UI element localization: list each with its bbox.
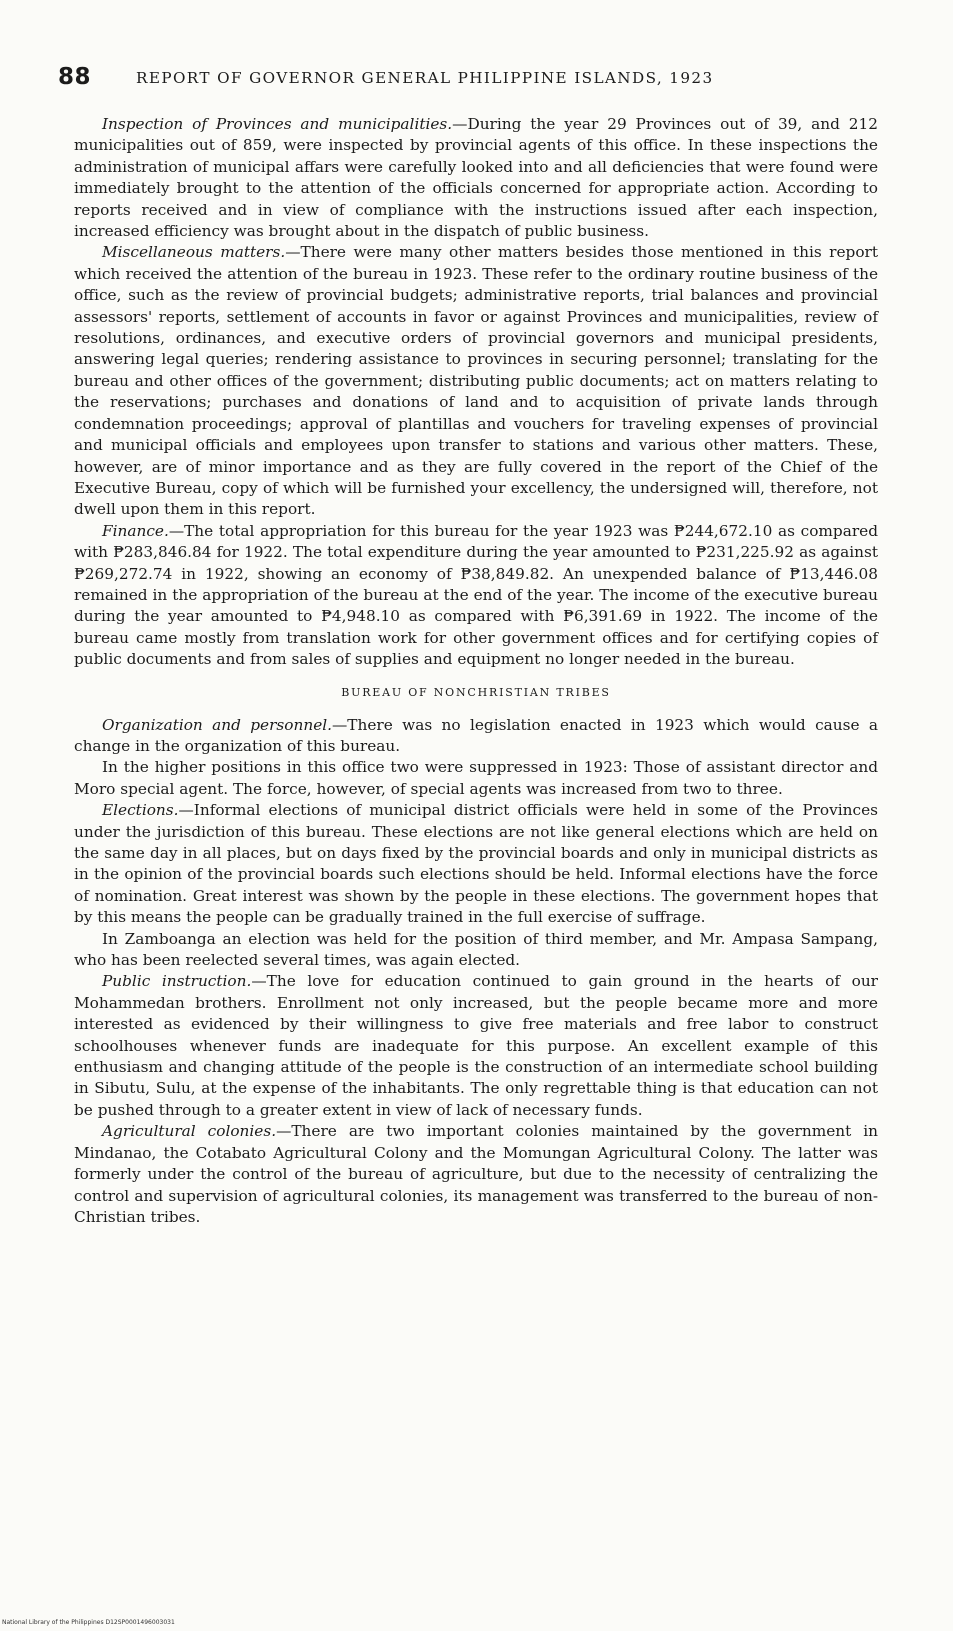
paragraph-organization bbox=[74, 715, 878, 758]
paragraph-text: In Zamboanga an election was held for the position of third member, and Mr. Ampasa Sampang, who has been reelected several times, was again elected. bbox=[74, 929, 878, 970]
paragraph-lead: Organization and personnel. bbox=[102, 715, 332, 734]
body-text bbox=[74, 114, 878, 1228]
page-number: 88 bbox=[58, 64, 92, 90]
paragraph-text: —Informal elections of municipal district officials were held in some of the Provinces under the jurisdiction of this bureau. These elections are not like general elections which are held on the same day in all places, but on days fixed by the provincial boards and only in municipal districts as in the opinion of the provincial boards such elections should be held. Informal elections have the force of nomination. Great interest was shown by the people in these elections. The government hopes that by this means the people can be gradually trained in the full exercise of suffrage. bbox=[74, 801, 878, 927]
paragraph-text: —During the year 29 Provinces out of 39, and 212 municipalities out of 859, were inspected by provincial agents of this office. In these inspections the administration of municipal affars were carefully looked into and all deficiencies that were found were immediately brought to the attention of the officials concerned for appropriate action. According to reports received and in view of compliance with the instructions issued after each inspection, increased efficiency was brought about in the dispatch of public business. bbox=[74, 115, 878, 241]
paragraph-finance bbox=[74, 521, 878, 671]
paragraph-text: —The love for education continued to gain ground in the hearts of our Mohammedan brothers. Enrollment not only increased, but the people became more and more interested as evidenced by their willingness to give free materials and free labor to construct schoolhouses whenever funds are inadequate for this purpose. An excellent example of this enthusiasm and changing attitude of the people is the construction of an intermediate school building in Sibutu, Sulu, at the expense of the inhabitants. The only regrettable thing is that education can not be pushed through to a greater extent in view of lack of necessary funds. bbox=[74, 972, 878, 1119]
section-heading: BUREAU OF NONCHRISTIAN TRIBES bbox=[341, 685, 611, 699]
paragraph-lead: Public instruction. bbox=[102, 972, 252, 991]
paragraph-lead: Inspection of Provinces and municipalities. bbox=[102, 115, 453, 133]
paragraph-elections bbox=[74, 800, 878, 928]
running-title: REPORT OF GOVERNOR GENERAL PHILIPPINE ISLANDS, 1923 bbox=[136, 69, 714, 87]
paragraph-text: —There were many other matters besides those mentioned in this report which received the attention of the bureau in 1923. These refer to the ordinary routine business of the office, such as the review of provincial budgets; administrative reports, trial balances and provincial assessors' reports, settlement of accounts in favor or against Provinces and municipalities, review of resolutions, ordinances, and executive orders of provincial governors and municipal presidents, answering legal queries; rendering assistance to provinces in securing personnel; translating for the bureau and other offices of the government; distributing public documents; act on matters relating to the reservations; purchases and donations of land and to acquisition of private lands through condemnation proceedings; approval of plantillas and vouchers for traveling expenses of provincial and municipal officials and employees upon transfer to stations and various other matters. These, however, are of minor importance and as they are fully covered in the report of the Chief of the Executive Bureau, copy of which will be furnished your excellency, the undersigned will, therefore, not dwell upon them in this report. bbox=[74, 243, 879, 519]
paragraph-public-instruction bbox=[74, 971, 878, 1121]
paragraph-lead: Agricultural colonies. bbox=[102, 1122, 277, 1141]
paragraph-text: In the higher positions in this office two were suppressed in 1923: Those of assistant director and Moro special agent. The force, however, of special agents was increased from two to three. bbox=[74, 758, 878, 798]
paragraph-lead: Miscellaneous matters. bbox=[102, 243, 286, 262]
paragraph-agricultural-colonies bbox=[74, 1121, 878, 1228]
paragraph-lead: Elections. bbox=[102, 801, 179, 820]
page-header bbox=[58, 64, 898, 94]
scan-footer: National Library of the Philippines D12SP0001496003031 bbox=[2, 1619, 175, 1626]
paragraph-text: —There was no legislation enacted in 1923 which would cause a change in the organization of this bureau. bbox=[74, 715, 878, 755]
paragraph-text: —There are two important colonies maintained by the government in Mindanao, the Cotabato Agricultural Colony and the Momungan Agricultural Colony. The latter was formerly under the control of the bureau of agriculture, but due to the necessity of centralizing the control and supervision of agricultural colonies, its management was transferred to the bureau of non-Christian tribes. bbox=[74, 1122, 879, 1226]
paragraph-inspection bbox=[74, 114, 878, 242]
paragraph-positions bbox=[74, 757, 878, 800]
paragraph-text: —The total appropriation for this bureau for the year 1923 was ₱244,672.10 as compared with ₱283,846.84 for 1922. The total expenditure during the year amounted to ₱231,225.92 as against ₱269,272.74 in 1922, showing an economy of ₱38,849.82. An unexpended balance of ₱13,446.08 remained in the appropriation of the bureau at the end of the year. The income of the executive bureau during the year amounted to ₱4,948.10 as compared with ₱6,391.69 in 1922. The income of the bureau came mostly from translation work for other government offices and for certifying copies of public documents and from sales of supplies and equipment no longer needed in the bureau. bbox=[74, 521, 878, 669]
paragraph-lead: Finance. bbox=[102, 521, 169, 540]
paragraph-zamboanga bbox=[74, 929, 878, 972]
paragraph-miscellaneous bbox=[74, 242, 878, 520]
